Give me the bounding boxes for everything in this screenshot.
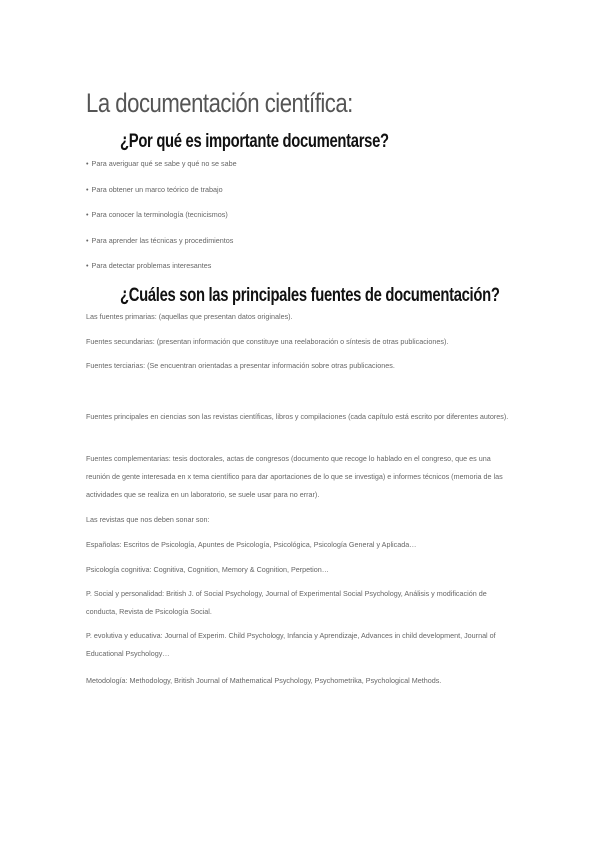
paragraph-main-sources: Fuentes principales en ciencias son las revistas científicas, libros y compilaciones (cada capítulo está escrito por diferentes autores). <box>86 412 509 421</box>
paragraph-developmental-journals: P. evolutiva y educativa: Journal of Experim. Child Psychology, Infancia y Aprendizaje, Advances in child development, Journal of Educational Psychology… <box>86 631 496 658</box>
list-item: • Para obtener un marco teórico de trabajo <box>86 183 237 209</box>
list-item: • Para detectar problemas interesantes <box>86 259 237 285</box>
list-item: • Para conocer la terminología (tecnicismos) <box>86 208 237 234</box>
list-item: • Para aprender las técnicas y procedimientos <box>86 234 237 260</box>
paragraph-secondary: Fuentes secundarias: (presentan información que constituye una reelaboración o síntesis de otras publicaciones). <box>86 337 449 346</box>
reasons-list <box>86 157 237 285</box>
page-title: La documentación científica: <box>86 88 353 118</box>
paragraph-tertiary: Fuentes terciarias: (Se encuentran orientadas a presentar información sobre otras publicaciones. <box>86 361 395 370</box>
paragraph-spanish-journals: Españolas: Escritos de Psicología, Apuntes de Psicología, Psicológica, Psicología General y Aplicada… <box>86 540 417 549</box>
paragraph-social-journals: P. Social y personalidad: British J. of Social Psychology, Journal of Experimental Social Psychology, Análisis y modificación de conducta, Revista de Psicología Social. <box>86 589 487 616</box>
paragraph-methodology-journals: Metodología: Methodology, British Journal of Mathematical Psychology, Psychometrika, Psychological Methods. <box>86 676 442 685</box>
paragraph-cognitive-journals: Psicología cognitiva: Cognitiva, Cognition, Memory & Cognition, Perpetion… <box>86 565 329 574</box>
section-heading-sources: ¿Cuáles son las principales fuentes de documentación? <box>120 285 500 306</box>
paragraph-primary: Las fuentes primarias: (aquellas que presentan datos originales). <box>86 312 293 321</box>
list-item: • Para averiguar qué se sabe y qué no se sabe <box>86 157 237 183</box>
paragraph-journals-intro: Las revistas que nos deben sonar son: <box>86 515 210 524</box>
paragraph-complementary: Fuentes complementarias: tesis doctorales, actas de congresos (documento que recoge lo hablado en el congreso, que es una reunión de gente interesada en x tema científico para dar aportaciones de lo que se investiga) e informes técnicos (memoria de las actividades que se realiza en un laboratorio, se suele usar para no errar). <box>86 454 503 499</box>
section-heading-why: ¿Por qué es importante documentarse? <box>120 131 389 152</box>
